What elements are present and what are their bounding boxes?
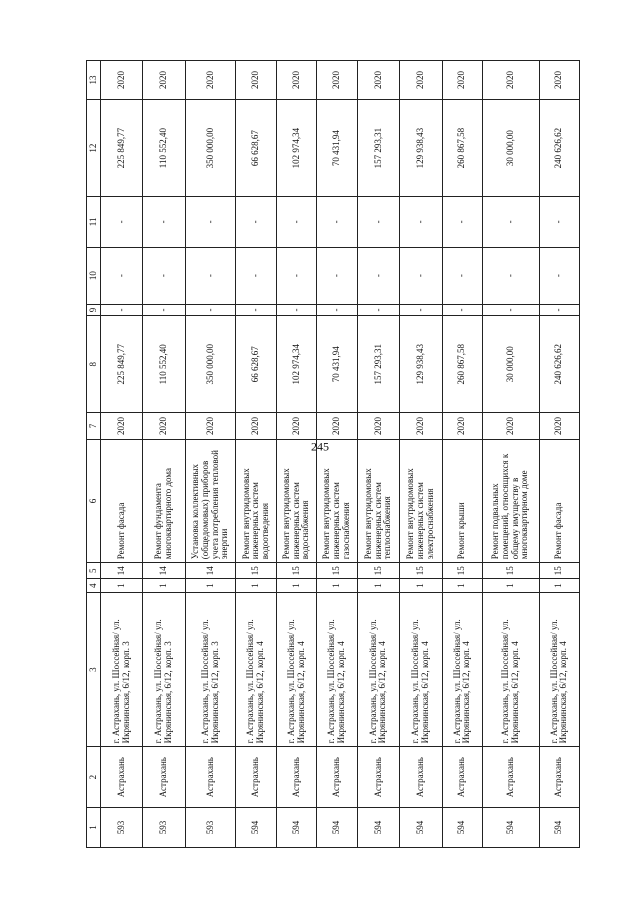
city: Астрахань	[442, 747, 482, 808]
cell-col10: -	[101, 247, 143, 304]
cell-col11: -	[143, 197, 185, 247]
year: 2020	[101, 413, 143, 439]
cell-col9: -	[317, 304, 357, 315]
cell-col11: -	[236, 197, 276, 247]
cost: 157 293,31	[357, 316, 399, 413]
column-number-row	[87, 61, 101, 848]
cell-col9: -	[442, 304, 482, 315]
work-type: Ремонт подвальных помещений, относящихся к общему имуществу в многоквартирном доме	[482, 439, 539, 563]
address: г. Астрахань, ул. Шоссейная/ ул. Икрянинская, 6/12, корп. 3	[101, 592, 143, 746]
cost: 240 626,62	[539, 316, 579, 413]
completion-year: 2020	[357, 61, 399, 100]
work-type: Ремонт внутридомовых инженерных систем теплоснабжения	[357, 439, 399, 563]
col-header: 5	[87, 563, 101, 579]
col-header: 10	[87, 247, 101, 304]
cell-col11: -	[317, 197, 357, 247]
address: г. Астрахань, ул. Шоссейная/ ул. Икрянинская, 6/12, корп. 4	[236, 592, 276, 746]
table-row	[482, 61, 539, 848]
cell-col11: -	[276, 197, 316, 247]
page-number: 245	[311, 439, 329, 454]
table-row	[143, 61, 185, 848]
rotated-table-container	[86, 60, 580, 848]
table-row	[276, 61, 316, 848]
col-header: 2	[87, 747, 101, 808]
work-type: Ремонт внутридомовых инженерных систем газоснабжения	[317, 439, 357, 563]
year: 2020	[482, 413, 539, 439]
col-header: 3	[87, 592, 101, 746]
cell-col4: 1	[276, 579, 316, 593]
cell-col5: 15	[236, 563, 276, 579]
cost: 225 849,77	[101, 316, 143, 413]
row-number: 594	[400, 807, 442, 847]
cell-col11: -	[101, 197, 143, 247]
col-header: 11	[87, 197, 101, 247]
total-cost: 157 293,31	[357, 99, 399, 196]
cell-col11: -	[357, 197, 399, 247]
cell-col11: -	[400, 197, 442, 247]
row-number: 593	[101, 807, 143, 847]
cell-col9: -	[185, 304, 236, 315]
cell-col11: -	[442, 197, 482, 247]
table-row	[442, 61, 482, 848]
city: Астрахань	[539, 747, 579, 808]
row-number: 593	[143, 807, 185, 847]
row-number: 594	[317, 807, 357, 847]
col-header: 1	[87, 807, 101, 847]
cost: 260 867,58	[442, 316, 482, 413]
cost: 70 431,94	[317, 316, 357, 413]
cell-col4: 1	[236, 579, 276, 593]
year: 2020	[539, 413, 579, 439]
city: Астрахань	[185, 747, 236, 808]
cell-col4: 1	[185, 579, 236, 593]
cell-col5: 15	[357, 563, 399, 579]
year: 2020	[185, 413, 236, 439]
work-type: Ремонт фасада	[539, 439, 579, 563]
cell-col10: -	[357, 247, 399, 304]
completion-year: 2020	[442, 61, 482, 100]
address: г. Астрахань, ул. Шоссейная/ ул. Икрянинская, 6/12, корп. 4	[276, 592, 316, 746]
city: Астрахань	[143, 747, 185, 808]
cell-col9: -	[482, 304, 539, 315]
table-row	[101, 61, 143, 848]
col-header: 8	[87, 316, 101, 413]
completion-year: 2020	[143, 61, 185, 100]
cell-col4: 1	[400, 579, 442, 593]
table-body	[101, 61, 580, 848]
work-type: Ремонт внутридомовых инженерных систем электроснабжения	[400, 439, 442, 563]
city: Астрахань	[357, 747, 399, 808]
year: 2020	[276, 413, 316, 439]
work-type: Ремонт крыши	[442, 439, 482, 563]
address: г. Астрахань, ул. Шоссейная/ ул. Икрянинская, 6/12, корп. 4	[317, 592, 357, 746]
cell-col10: -	[236, 247, 276, 304]
cell-col4: 1	[143, 579, 185, 593]
work-type: Ремонт фундамента многоквартирного дома	[143, 439, 185, 563]
cell-col10: -	[143, 247, 185, 304]
table-viewport	[86, 60, 580, 848]
total-cost: 66 628,67	[236, 99, 276, 196]
cell-col5: 14	[185, 563, 236, 579]
total-cost: 225 849,77	[101, 99, 143, 196]
total-cost: 70 431,94	[317, 99, 357, 196]
table-row	[317, 61, 357, 848]
year: 2020	[143, 413, 185, 439]
work-type: Ремонт внутридомовых инженерных систем водоснабжения	[276, 439, 316, 563]
cell-col10: -	[539, 247, 579, 304]
cell-col9: -	[400, 304, 442, 315]
completion-year: 2020	[400, 61, 442, 100]
total-cost: 260 867,58	[442, 99, 482, 196]
completion-year: 2020	[236, 61, 276, 100]
cell-col5: 14	[101, 563, 143, 579]
cell-col10: -	[276, 247, 316, 304]
year: 2020	[357, 413, 399, 439]
cell-col10: -	[482, 247, 539, 304]
city: Астрахань	[482, 747, 539, 808]
total-cost: 30 000,00	[482, 99, 539, 196]
cell-col5: 15	[539, 563, 579, 579]
cell-col5: 15	[276, 563, 316, 579]
total-cost: 350 000,00	[185, 99, 236, 196]
cell-col4: 1	[101, 579, 143, 593]
completion-year: 2020	[101, 61, 143, 100]
cost: 350 000,00	[185, 316, 236, 413]
cell-col11: -	[185, 197, 236, 247]
row-number: 594	[539, 807, 579, 847]
table-row	[185, 61, 236, 848]
table-row	[357, 61, 399, 848]
cost: 30 000,00	[482, 316, 539, 413]
cell-col4: 1	[482, 579, 539, 593]
city: Астрахань	[236, 747, 276, 808]
total-cost: 129 938,43	[400, 99, 442, 196]
col-header: 13	[87, 61, 101, 100]
cell-col9: -	[357, 304, 399, 315]
row-number: 593	[185, 807, 236, 847]
col-header: 9	[87, 304, 101, 315]
address: г. Астрахань, ул. Шоссейная/ ул. Икрянинская, 6/12, корп. 4	[442, 592, 482, 746]
col-header: 4	[87, 579, 101, 593]
row-number: 594	[276, 807, 316, 847]
cost: 129 938,43	[400, 316, 442, 413]
table-row	[539, 61, 579, 848]
cell-col5: 14	[143, 563, 185, 579]
address: г. Астрахань, ул. Шоссейная/ ул. Икрянинская, 6/12, корп. 4	[400, 592, 442, 746]
completion-year: 2020	[185, 61, 236, 100]
cell-col4: 1	[539, 579, 579, 593]
year: 2020	[317, 413, 357, 439]
city: Астрахань	[101, 747, 143, 808]
repair-program-table	[86, 60, 580, 848]
cell-col11: -	[539, 197, 579, 247]
city: Астрахань	[400, 747, 442, 808]
cell-col9: -	[101, 304, 143, 315]
cell-col4: 1	[357, 579, 399, 593]
table-row	[236, 61, 276, 848]
cell-col9: -	[143, 304, 185, 315]
city: Астрахань	[276, 747, 316, 808]
cell-col10: -	[317, 247, 357, 304]
row-number: 594	[442, 807, 482, 847]
completion-year: 2020	[482, 61, 539, 100]
cell-col10: -	[185, 247, 236, 304]
cell-col11: -	[482, 197, 539, 247]
address: г. Астрахань, ул. Шоссейная/ ул. Икрянинская, 6/12, корп. 3	[143, 592, 185, 746]
cost: 110 552,40	[143, 316, 185, 413]
completion-year: 2020	[276, 61, 316, 100]
row-number: 594	[357, 807, 399, 847]
total-cost: 102 974,34	[276, 99, 316, 196]
cell-col9: -	[539, 304, 579, 315]
cell-col5: 15	[400, 563, 442, 579]
cell-col4: 1	[317, 579, 357, 593]
row-number: 594	[482, 807, 539, 847]
cell-col9: -	[236, 304, 276, 315]
cell-col10: -	[400, 247, 442, 304]
year: 2020	[442, 413, 482, 439]
total-cost: 110 552,40	[143, 99, 185, 196]
table-row	[400, 61, 442, 848]
total-cost: 240 626,62	[539, 99, 579, 196]
col-header: 12	[87, 99, 101, 196]
address: г. Астрахань, ул. Шоссейная/ ул. Икрянинская, 6/12, корп. 3	[185, 592, 236, 746]
cell-col5: 15	[482, 563, 539, 579]
work-type: Ремонт внутридомовых инженерных систем водоотведения	[236, 439, 276, 563]
col-header: 7	[87, 413, 101, 439]
row-number: 594	[236, 807, 276, 847]
address: г. Астрахань, ул. Шоссейная/ ул. Икрянинская, 6/12, корп. 4	[357, 592, 399, 746]
address: г. Астрахань, ул. Шоссейная/ ул. Икрянинская, 6/12, корп. 4	[539, 592, 579, 746]
year: 2020	[400, 413, 442, 439]
city: Астрахань	[317, 747, 357, 808]
work-type: Установка коллективных (общедомовых) приборов учета потребления тепловой энергии	[185, 439, 236, 563]
work-type: Ремонт фасада	[101, 439, 143, 563]
cost: 102 974,34	[276, 316, 316, 413]
cost: 66 628,67	[236, 316, 276, 413]
cell-col5: 15	[442, 563, 482, 579]
cell-col4: 1	[442, 579, 482, 593]
completion-year: 2020	[317, 61, 357, 100]
year: 2020	[236, 413, 276, 439]
address: г. Астрахань, ул. Шоссейная/ ул. Икрянинская, 6/12, корп. 4	[482, 592, 539, 746]
completion-year: 2020	[539, 61, 579, 100]
cell-col10: -	[442, 247, 482, 304]
cell-col9: -	[276, 304, 316, 315]
cell-col5: 15	[317, 563, 357, 579]
col-header: 6	[87, 439, 101, 563]
